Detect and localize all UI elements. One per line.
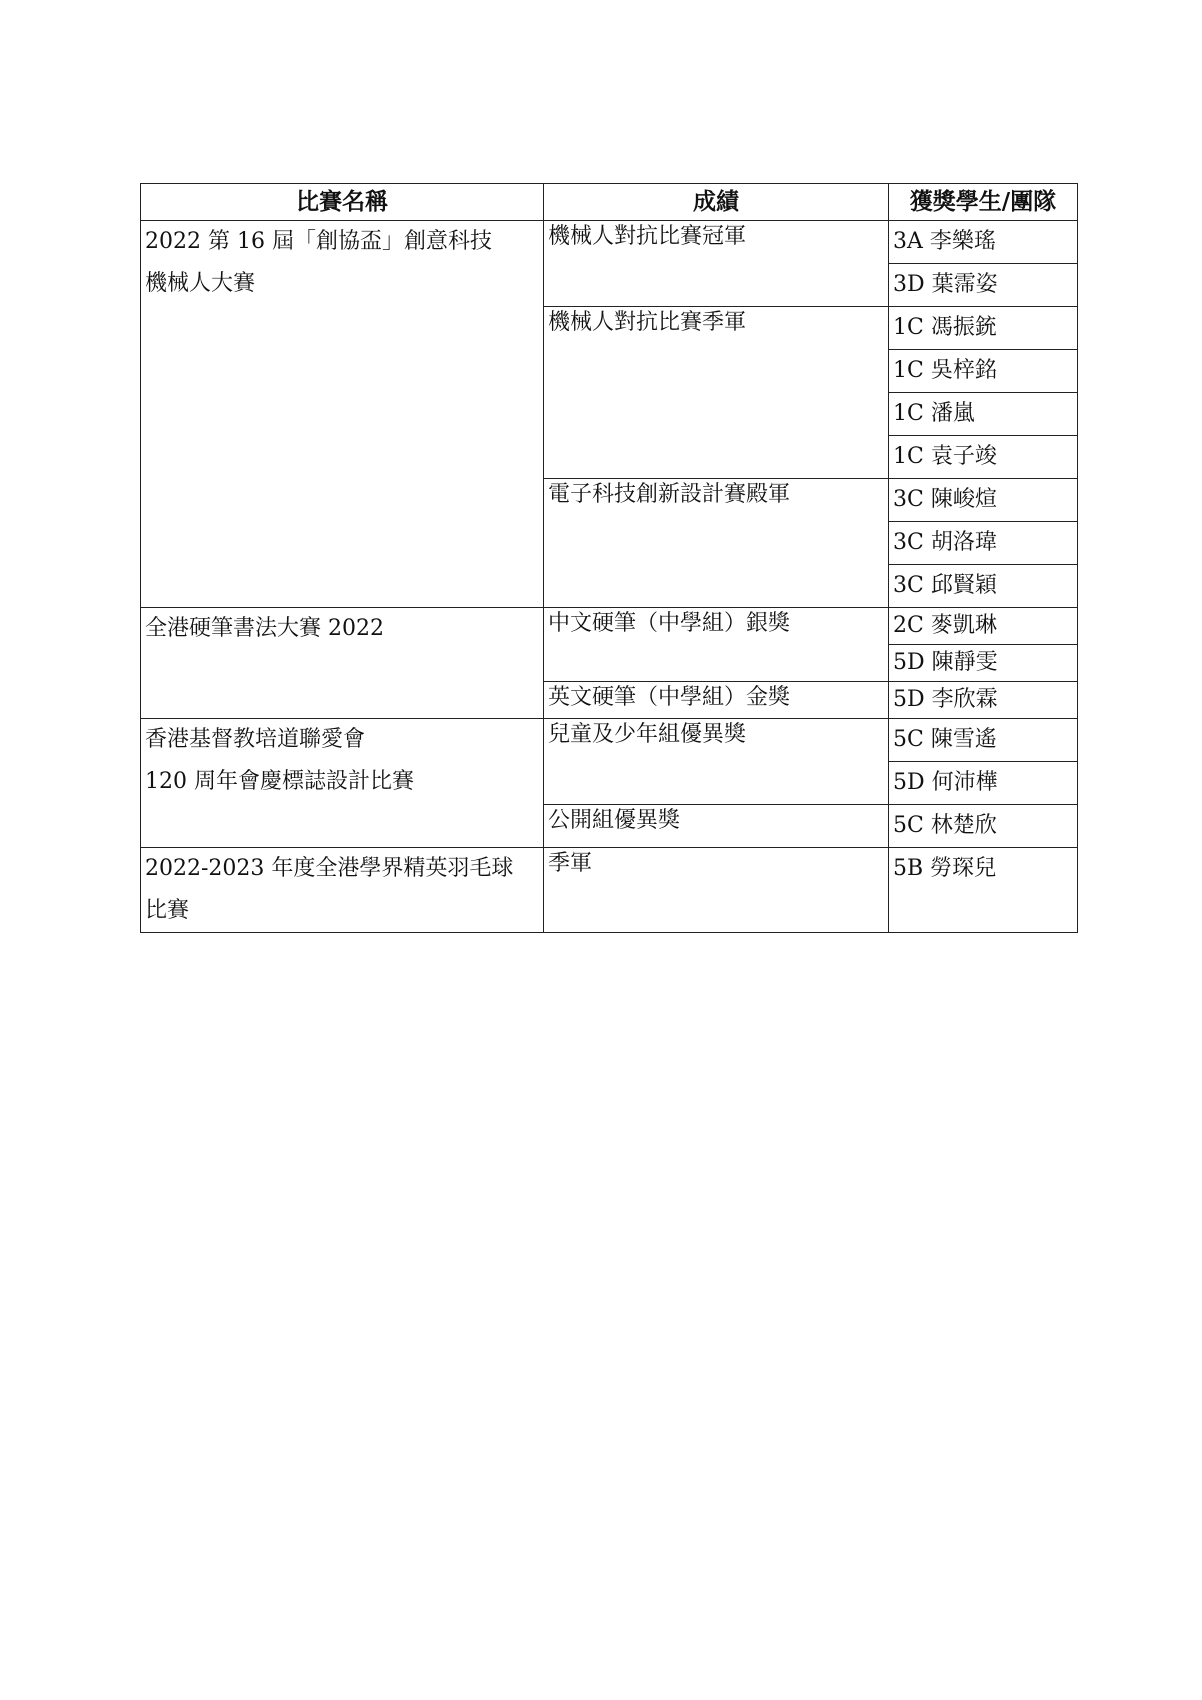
header-competition: 比賽名稱 (141, 184, 544, 221)
winner-cell: 5B 勞琛兒 (889, 848, 1078, 933)
winner-cell: 1C 袁子竣 (889, 436, 1078, 479)
table-row (141, 221, 1078, 264)
competition-name-line: 機械人大賽 (145, 271, 256, 296)
winner-cell: 3A 李樂瑤 (889, 221, 1078, 264)
winner-cell: 3D 葉霈姿 (889, 264, 1078, 307)
winner-cell: 1C 馮振銃 (889, 307, 1078, 350)
competition-name-line: 全港硬筆書法大賽 2022 (145, 616, 384, 641)
awards-table (140, 183, 1078, 933)
winner-cell: 5D 李欣霖 (889, 682, 1078, 719)
result-cell: 季軍 (544, 848, 889, 933)
result-cell: 電子科技創新設計賽殿軍 (544, 479, 889, 608)
winner-cell: 1C 吳梓銘 (889, 350, 1078, 393)
result-cell: 公開組優異獎 (544, 805, 889, 848)
competition-name-cell (141, 848, 544, 933)
competition-name-line: 2022-2023 年度全港學界精英羽毛球 (145, 856, 514, 881)
competition-name-cell (141, 608, 544, 719)
competition-name-cell (141, 221, 544, 608)
winner-cell: 3C 胡洛瑋 (889, 522, 1078, 565)
winner-cell: 3C 邱賢穎 (889, 565, 1078, 608)
winner-cell: 5C 林楚欣 (889, 805, 1078, 848)
table-header-row (141, 184, 1078, 221)
winner-cell: 3C 陳峻煊 (889, 479, 1078, 522)
table-row (141, 848, 1078, 933)
winner-cell: 5C 陳雪遙 (889, 719, 1078, 762)
winner-cell: 2C 麥凱琳 (889, 608, 1078, 645)
result-cell: 機械人對抗比賽冠軍 (544, 221, 889, 307)
header-winner: 獲獎學生/團隊 (889, 184, 1078, 221)
competition-name-line: 120 周年會慶標誌設計比賽 (145, 769, 414, 794)
competition-name-line: 2022 第 16 屆「創協盃」創意科技 (145, 229, 492, 254)
result-cell: 英文硬筆（中學組）金獎 (544, 682, 889, 719)
winner-cell: 5D 何沛樺 (889, 762, 1078, 805)
table-row (141, 719, 1078, 762)
header-result: 成績 (544, 184, 889, 221)
result-cell: 機械人對抗比賽季軍 (544, 307, 889, 479)
result-cell: 中文硬筆（中學組）銀獎 (544, 608, 889, 682)
result-cell: 兒童及少年組優異獎 (544, 719, 889, 805)
winner-cell: 1C 潘嵐 (889, 393, 1078, 436)
competition-name-line: 香港基督教培道聯愛會 (145, 727, 366, 752)
competition-name-cell (141, 719, 544, 848)
table-row (141, 608, 1078, 645)
competition-name-line: 比賽 (145, 898, 190, 923)
winner-cell: 5D 陳靜雯 (889, 645, 1078, 682)
